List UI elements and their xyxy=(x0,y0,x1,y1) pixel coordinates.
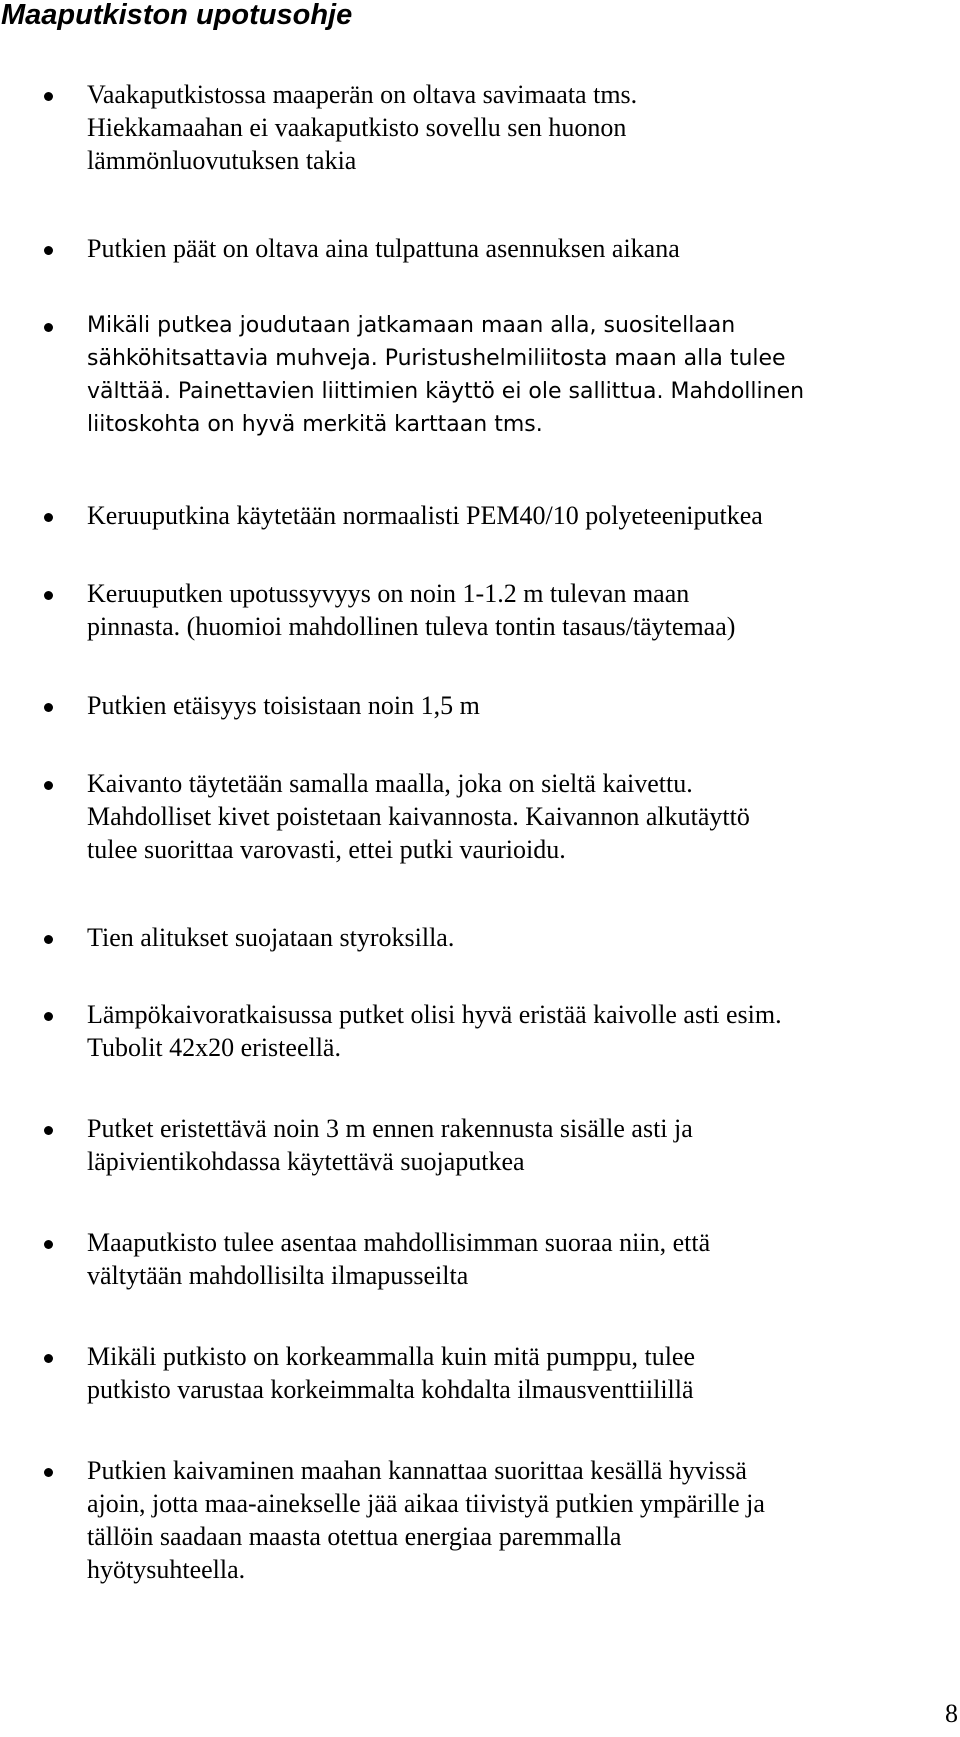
text-line: Putkien etäisyys toisistaan noin 1,5 m xyxy=(87,691,480,720)
text-line: pinnasta. (huomioi mahdollinen tuleva tontin tasaus/täytemaa) xyxy=(87,612,736,641)
bullet-icon xyxy=(44,935,53,944)
text-line: Putket eristettävä noin 3 m ennen rakennusta sisälle asti ja xyxy=(87,1114,693,1143)
text-line: ajoin, jotta maa-ainekselle jää aikaa tiivistyä putkien ympärille ja xyxy=(87,1489,765,1518)
text-line: Keruuputken upotussyvyys on noin 1-1.2 m tulevan maan xyxy=(87,579,690,608)
list-item-text xyxy=(87,78,960,177)
bullet-icon xyxy=(44,703,53,712)
list-item-text xyxy=(87,309,960,441)
text-line: Mahdolliset kivet poistetaan kaivannosta. Kaivannon alkutäyttö xyxy=(87,802,750,831)
text-line: Tien alitukset suojataan styroksilla. xyxy=(87,923,455,952)
bullet-icon xyxy=(44,323,53,332)
text-line: Keruuputkina käytetään normaalisti PEM40/10 polyeteeniputkea xyxy=(87,501,763,530)
text-line: Tubolit 42x20 eristeellä. xyxy=(87,1033,341,1062)
text-line: vältytään mahdollisilta ilmapusseilta xyxy=(87,1261,469,1290)
text-line: liitoskohta on hyvä merkitä karttaan tms. xyxy=(87,412,543,437)
text-line: hyötysuhteella. xyxy=(87,1555,246,1584)
text-line: välttää. Painettavien liittimien käyttö ei ole sallittua. Mahdollinen xyxy=(87,379,805,404)
text-line: Putkien kaivaminen maahan kannattaa suorittaa kesällä hyvissä xyxy=(87,1456,747,1485)
text-line: Lämpökaivoratkaisussa putket olisi hyvä eristää kaivolle asti esim. xyxy=(87,1000,782,1029)
document-title: Maaputkiston upotusohje xyxy=(1,0,353,31)
text-line: tällöin saadaan maasta otettua energiaa paremmalla xyxy=(87,1522,622,1551)
list-item-text xyxy=(87,1226,960,1292)
list-item-text xyxy=(87,1454,960,1586)
text-line: Kaivanto täytetään samalla maalla, joka on sieltä kaivettu. xyxy=(87,769,693,798)
text-line: Maaputkisto tulee asentaa mahdollisimman suoraa niin, että xyxy=(87,1228,711,1257)
bullet-icon xyxy=(44,591,53,600)
text-line: Mikäli putkisto on korkeammalla kuin mitä pumppu, tulee xyxy=(87,1342,696,1371)
list-item-text xyxy=(87,499,960,532)
bullet-icon xyxy=(44,246,53,255)
list-item-text xyxy=(87,1340,960,1406)
list-item-text xyxy=(87,767,960,866)
text-line: lämmönluovutuksen takia xyxy=(87,146,357,175)
bullet-icon xyxy=(44,1126,53,1135)
list-item-text xyxy=(87,689,960,722)
bullet-icon xyxy=(44,92,53,101)
bullet-icon xyxy=(44,1354,53,1363)
bullet-icon xyxy=(44,1012,53,1021)
text-line: Vaakaputkistossa maaperän on oltava savimaata tms. xyxy=(87,80,638,109)
list-item-text xyxy=(87,921,960,954)
text-line: putkisto varustaa korkeimmalta kohdalta ilmausventtiilillä xyxy=(87,1375,694,1404)
bullet-icon xyxy=(44,1240,53,1249)
text-line: tulee suorittaa varovasti, ettei putki vaurioidu. xyxy=(87,835,566,864)
page-number: 8 xyxy=(945,1699,958,1728)
list-item-text xyxy=(87,577,960,643)
text-line: Hiekkamaahan ei vaakaputkisto sovellu sen huonon xyxy=(87,113,627,142)
text-line: Mikäli putkea joudutaan jatkamaan maan alla, suositellaan xyxy=(87,313,736,338)
text-line: sähköhitsattavia muhveja. Puristushelmiliitosta maan alla tulee xyxy=(87,346,786,371)
bullet-icon xyxy=(44,513,53,522)
text-line: Putkien päät on oltava aina tulpattuna asennuksen aikana xyxy=(87,234,680,263)
text-line: läpivientikohdassa käytettävä suojaputkea xyxy=(87,1147,525,1176)
list-item-text xyxy=(87,998,960,1064)
bullet-icon xyxy=(44,1468,53,1477)
list-item-text xyxy=(87,1112,960,1178)
bullet-icon xyxy=(44,781,53,790)
list-item-text xyxy=(87,232,960,265)
